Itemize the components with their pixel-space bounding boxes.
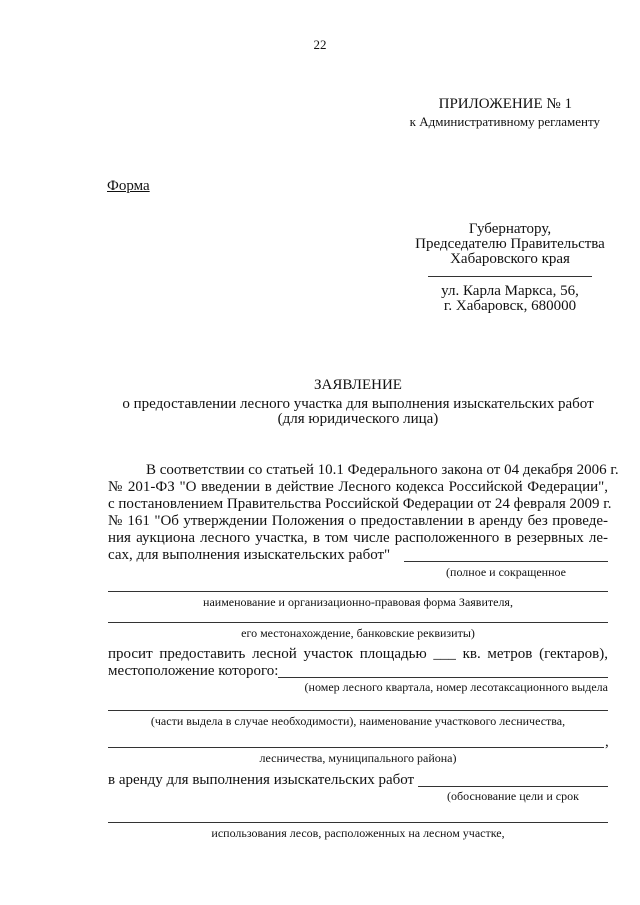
hint-district: лесничества, муниципального района) — [259, 751, 457, 765]
paragraph-line3: с постановлением Правительства Российской Федерации от 24 февраля 2009 г. — [108, 496, 612, 512]
lease-line: в аренду для выполнения изыскательских работ — [108, 772, 415, 788]
hint-full-name: (полное и сокращенное — [446, 565, 566, 579]
hint-purpose: (обоснование цели и срок — [447, 789, 579, 803]
addressee-address1: ул. Карла Маркса, 56, — [441, 283, 579, 299]
paragraph-line4: № 161 "Об утверждении Положения о предоставлении в аренду без проведе- — [108, 513, 608, 529]
appendix-title: ПРИЛОЖЕНИЕ № 1 — [438, 96, 572, 112]
applicant-name-field[interactable] — [404, 561, 608, 562]
hint-location: его местонахождение, банковские реквизиты) — [241, 626, 475, 640]
addressee-line2: Председателю Правительства — [415, 236, 605, 252]
request-line2: местоположение которого: — [108, 663, 279, 679]
appendix-subtitle: к Административному регламенту — [409, 114, 600, 129]
section-field[interactable] — [108, 710, 608, 711]
usage-field[interactable] — [108, 822, 608, 823]
hint-usage: использования лесов, расположенных на лесном участке, — [211, 826, 505, 840]
addressee-divider — [428, 276, 592, 277]
form-label: Форма — [107, 178, 150, 194]
applicant-name-form-field[interactable] — [108, 591, 608, 592]
addressee-line3: Хабаровского края — [450, 251, 570, 267]
paragraph-line1: В соответствии со статьей 10.1 Федерального закона от 04 декабря 2006 г. — [146, 462, 619, 478]
hint-name-form: наименование и организационно-правовая форма Заявителя, — [203, 595, 513, 609]
page-number: 22 — [313, 37, 327, 52]
addressee-address2: г. Хабаровск, 680000 — [443, 298, 577, 314]
document-title: ЗАЯВЛЕНИЕ — [314, 377, 402, 393]
applicant-location-field[interactable] — [108, 622, 608, 623]
paragraph-line5: ния аукциона лесного участка, в том числе расположенного в резервных ле- — [108, 530, 608, 546]
document-subtitle: о предоставлении лесного участка для выполнения изыскательских работ — [122, 396, 594, 412]
request-line1: просит предоставить лесной участок площадью ___ кв. метров (гектаров), — [108, 646, 608, 662]
document-applicant-type: (для юридического лица) — [277, 411, 439, 427]
paragraph-line6: сах, для выполнения изыскательских работ" — [108, 547, 391, 563]
purpose-field[interactable] — [418, 786, 608, 787]
district-field[interactable] — [108, 747, 604, 748]
addressee-line1: Губернатору, — [468, 221, 552, 237]
district-comma: , — [605, 734, 609, 750]
paragraph-line2: № 201-ФЗ "О введении в действие Лесного кодекса Российской Федерации", — [108, 479, 608, 495]
location-field[interactable] — [278, 677, 608, 678]
hint-section: (части выдела в случае необходимости), наименование участкового лесничества, — [150, 714, 566, 728]
hint-quarter: (номер лесного квартала, номер лесотаксационного выдела — [304, 680, 608, 694]
